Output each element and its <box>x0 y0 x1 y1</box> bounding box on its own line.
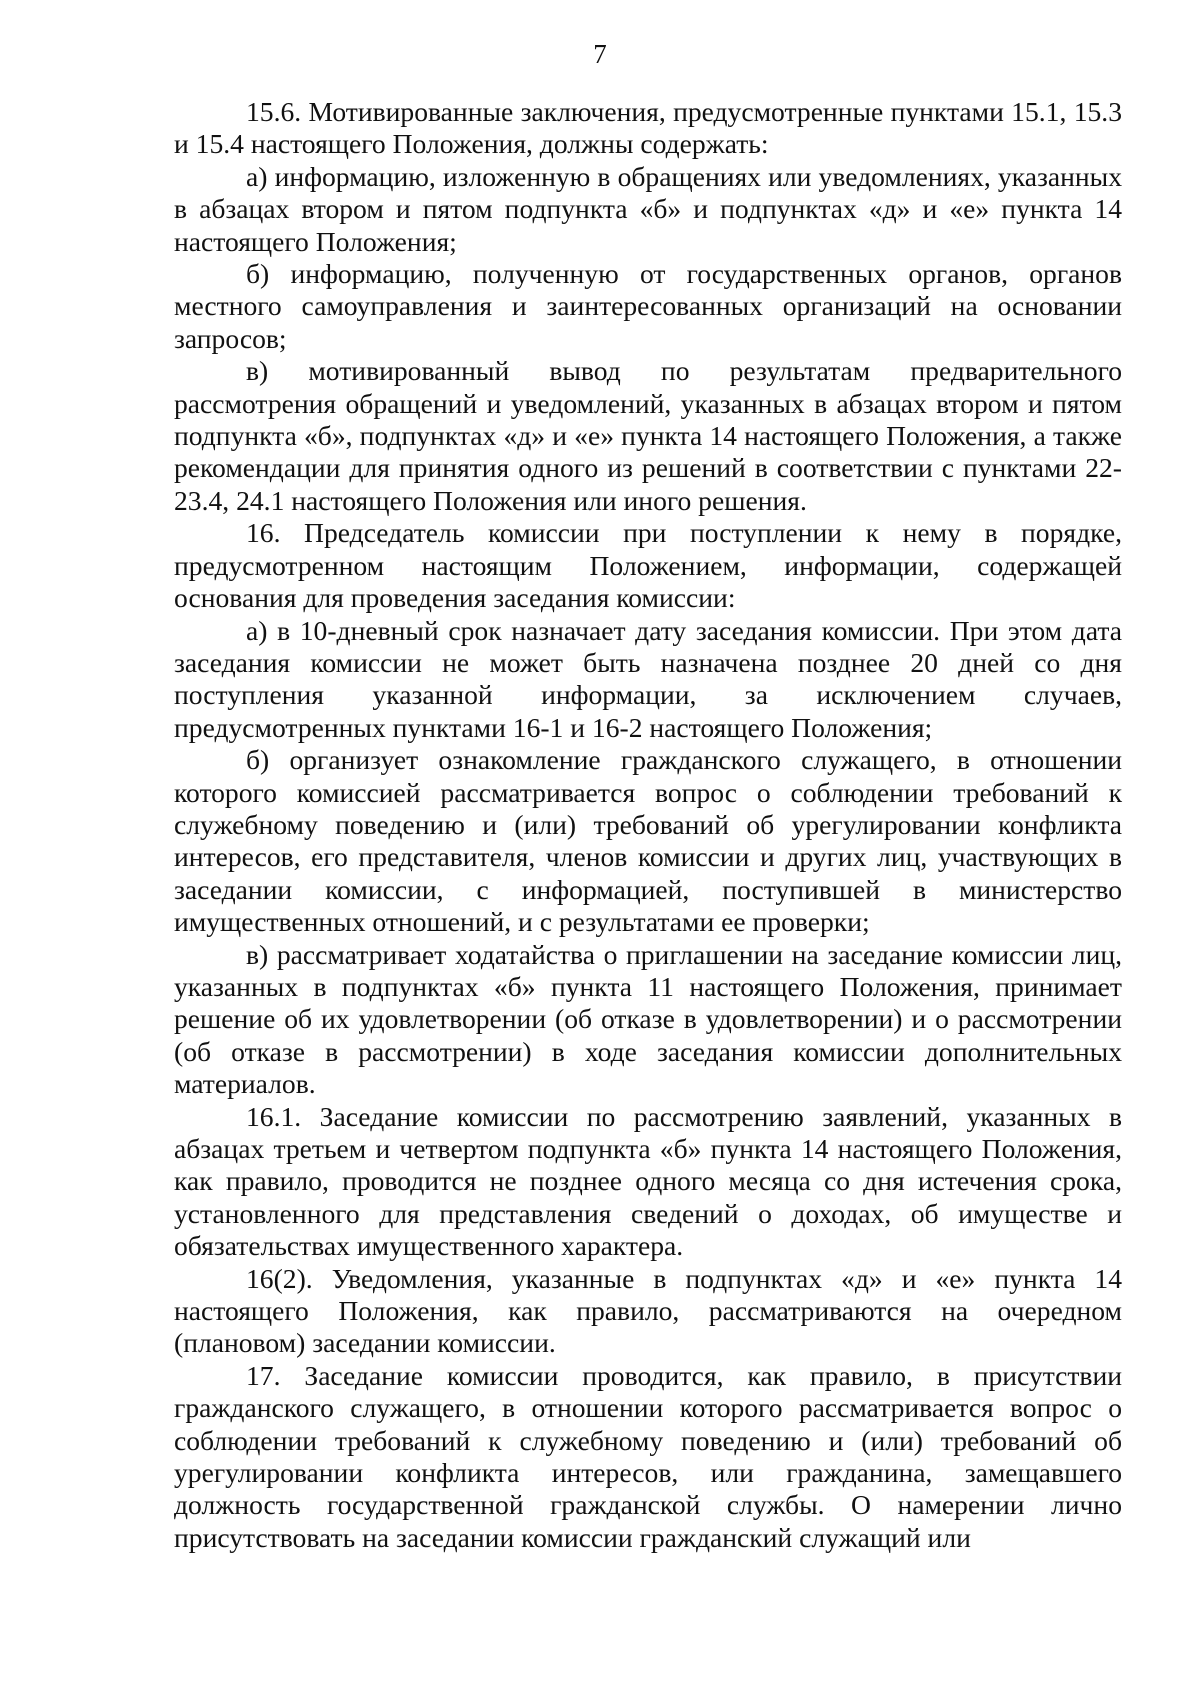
paragraph-15-6-a: а) информацию, изложенную в обращениях или уведомлениях, указанных в абзацах втором и пятом подпункта «б» и подпунктах «д» и «е» пункта 14 настоящего Положения; <box>174 160 1122 257</box>
paragraph-15-6-b: б) информацию, полученную от государственных органов, органов местного самоуправления и заинтересованных организаций на основании запросов; <box>174 258 1122 354</box>
document-body <box>174 96 1122 1554</box>
paragraph-16: 16. Председатель комиссии при поступлении к нему в порядке, предусмотренном настоящим Положением, информации, содержащей основания для проведения заседания комиссии: <box>174 517 1122 614</box>
paragraph-16-1: 16.1. Заседание комиссии по рассмотрению заявлений, указанных в абзацах третьем и четвертом подпункта «б» пункта 14 настоящего Положения, как правило, проводится не позднее одного месяца со дня истечения срока, установленного для представления сведений о доходах, об имуществе и обязательствах имущественного характера. <box>174 1100 1122 1262</box>
paragraph-17: 17. Заседание комиссии проводится, как правило, в присутствии гражданского служащего, в отношении которого рассматривается вопрос о соблюдении требований к служебному поведению и (или) требований об урегулировании конфликта интересов, или гражданина, замещавшего должность государственной гражданской службы. О намерении лично присутствовать на заседании комиссии гражданский служащий или <box>174 1359 1122 1553</box>
paragraph-16-b: б) организует ознакомление гражданского служащего, в отношении которого комиссией рассматривается вопрос о соблюдении требований к служебному поведению и (или) требований об урегулировании конфликта интересов, его представителя, членов комиссии и других лиц, участвующих в заседании комиссии, с информацией, поступившей в министерство имущественных отношений, и с результатами ее проверки; <box>174 744 1122 938</box>
paragraph-16-a: а) в 10-дневный срок назначает дату заседания комиссии. При этом дата заседания комиссии не может быть назначена позднее 20 дней со дня поступления указанной информации, за исключением случаев, предусмотренных пунктами 16-1 и 16-2 настоящего Положения; <box>174 614 1122 743</box>
paragraph-16-v: в) рассматривает ходатайства о приглашении на заседание комиссии лиц, указанных в подпунктах «б» пункта 11 настоящего Положения, принимает решение об их удовлетворении (об отказе в удовлетворении) и о рассмотрении (об отказе в рассмотрении) в ходе заседания комиссии дополнительных материалов. <box>174 938 1122 1100</box>
paragraph-15-6-v: в) мотивированный вывод по результатам предварительного рассмотрения обращений и уведомлений, указанных в абзацах втором и пятом подпункта «б», подпунктах «д» и «е» пункта 14 настоящего Положения, а также рекомендации для принятия одного из решений в соответствии с пунктами 22-23.4, 24.1 настоящего Положения или иного решения. <box>174 355 1122 516</box>
paragraph-16-2: 16(2). Уведомления, указанные в подпунктах «д» и «е» пункта 14 настоящего Положения, как правило, рассматриваются на очередном (плановом) заседании комиссии. <box>174 1262 1122 1359</box>
page-number: 7 <box>593 39 607 69</box>
paragraph-15-6: 15.6. Мотивированные заключения, предусмотренные пунктами 15.1, 15.3 и 15.4 настоящего Положения, должны содержать: <box>174 96 1122 160</box>
